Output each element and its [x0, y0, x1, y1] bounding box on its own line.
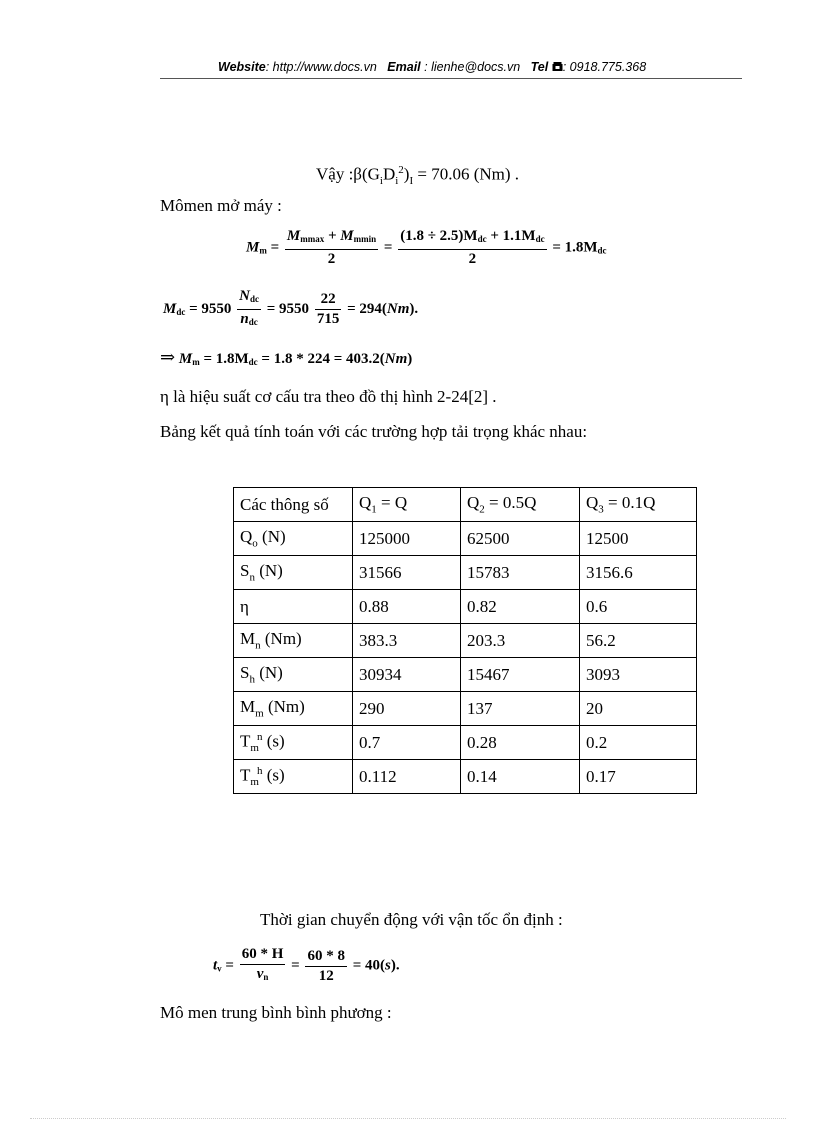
- param-symbol: T: [240, 765, 251, 785]
- value-cell: 3093: [580, 658, 697, 692]
- param-unit: (Nm): [263, 697, 305, 717]
- eq3-end: ): [407, 351, 413, 367]
- header-main: Các thông số: [240, 494, 329, 514]
- header-main: Q: [467, 493, 480, 513]
- eq3-sub-dc: dc: [248, 357, 258, 367]
- eq2-f2-den: 715: [316, 311, 340, 327]
- eq1-f2-den: 2: [468, 251, 477, 267]
- value-cell: 0.112: [353, 760, 461, 794]
- param-unit: (Nm): [260, 629, 302, 649]
- parameter-cell: [234, 692, 353, 726]
- parameter-cell: [234, 556, 353, 590]
- eq1-rhs: = 1.8M: [552, 239, 598, 256]
- param-unit: (N): [254, 663, 283, 683]
- eq3-a: M: [175, 351, 193, 367]
- param-sub: m: [255, 707, 264, 720]
- website-value: : http://www.docs.vn: [265, 60, 377, 74]
- eq2-lhs-sub: dc: [176, 306, 186, 317]
- website-label: Website: [218, 60, 266, 74]
- param-symbol: S: [240, 561, 250, 581]
- header-tail: = 0.1Q: [603, 493, 656, 513]
- table-row: [234, 658, 697, 692]
- value-cell: 137: [461, 692, 580, 726]
- eq1-lhs-sub: m: [259, 245, 267, 256]
- value-cell: 0.28: [461, 726, 580, 760]
- value-cell: 12500: [580, 522, 697, 556]
- value-cell: 0.88: [353, 590, 461, 624]
- param-unit: (N): [254, 561, 283, 581]
- param-sub: h: [249, 673, 255, 686]
- parameter-cell: [234, 760, 353, 794]
- eq1-f2-num-b: + 1.1M: [486, 228, 536, 244]
- param-unit: (N): [257, 527, 286, 547]
- header-main: Q: [586, 493, 599, 513]
- eq1-fraction-2: [398, 228, 546, 268]
- value-cell: 383.3: [353, 624, 461, 658]
- table-row: [234, 522, 697, 556]
- page-header: [160, 60, 742, 80]
- param-sub: n: [249, 571, 255, 584]
- value-cell: 0.2: [580, 726, 697, 760]
- value-cell: 203.3: [461, 624, 580, 658]
- param-unit: (s): [262, 765, 285, 785]
- eq4-f1-den-sub: n: [263, 972, 269, 982]
- parameter-cell: [234, 590, 353, 624]
- value-cell: 0.82: [461, 590, 580, 624]
- eq1-f2-sub2: dc: [535, 234, 545, 244]
- eq4-unit: s: [385, 957, 391, 974]
- header-tail: = 0.5Q: [484, 493, 537, 513]
- value-cell: 125000: [353, 522, 461, 556]
- value-cell: 3156.6: [580, 556, 697, 590]
- eq1-f2-sub1: dc: [477, 234, 487, 244]
- vay-sup: 2: [398, 164, 404, 176]
- vay-d: D: [382, 164, 396, 184]
- email-value: : lienhe@docs.vn: [424, 60, 521, 74]
- email-label: Email: [387, 60, 421, 74]
- value-cell: 290: [353, 692, 461, 726]
- vay-rest: = 70.06 (Nm) .: [413, 164, 520, 184]
- eq1-f1-den: 2: [327, 251, 336, 267]
- eq2-f1-den: n: [240, 311, 249, 327]
- vay-sub-i1: i: [379, 175, 383, 188]
- momen-title: Mômen mở máy :: [160, 196, 282, 215]
- eq2-c: = 294(: [347, 300, 387, 317]
- tel-value: : 0918.775.368: [562, 60, 647, 74]
- value-cell: 0.14: [461, 760, 580, 794]
- eq3-c: = 1.8 * 224 = 403.2(: [257, 351, 385, 367]
- eq3-sub-m: m: [192, 357, 200, 367]
- header-tail: = Q: [376, 493, 408, 513]
- eta-description: η là hiệu suất cơ cấu tra theo đồ thị hình 2-24[2] .: [160, 387, 497, 406]
- vay-prefix: Vậy :: [316, 164, 354, 184]
- vay-close: ): [403, 164, 410, 184]
- parameter-cell: [234, 624, 353, 658]
- eq4-f1-den: v: [256, 966, 264, 982]
- phone-icon: [552, 61, 563, 75]
- table-header-cell: [461, 488, 580, 522]
- table-row: [234, 556, 697, 590]
- param-symbol: T: [240, 731, 251, 751]
- eq2-f1-den-sub: dc: [248, 317, 258, 327]
- value-cell: 30934: [353, 658, 461, 692]
- eq4-fraction-2: [305, 948, 347, 985]
- eq2-f1-num-sub: dc: [250, 294, 259, 304]
- implies-arrow-icon: ⇒: [160, 347, 176, 367]
- parameter-cell: [234, 522, 353, 556]
- table-row: [234, 692, 697, 726]
- value-cell: 62500: [461, 522, 580, 556]
- eq1-eq2: =: [383, 239, 393, 256]
- param-sup: h: [256, 764, 263, 777]
- eq1-f2-num-a: (1.8 ÷ 2.5)M: [400, 228, 478, 244]
- param-sup: n: [256, 730, 263, 743]
- eq2-a: = 9550: [189, 300, 232, 317]
- eq3-b: = 1.8M: [199, 351, 249, 367]
- eq4-f1-num: 60 * H: [240, 946, 286, 965]
- value-cell: 56.2: [580, 624, 697, 658]
- table-row: [234, 590, 697, 624]
- equation-starting-torque: [246, 228, 607, 268]
- eq1-f1-sub2: mmin: [353, 234, 377, 244]
- vay-sub-i2: i: [395, 175, 399, 188]
- param-symbol: S: [240, 663, 250, 683]
- results-table: [233, 487, 697, 794]
- eq2-unit: Nm: [386, 300, 410, 317]
- eq4-lhs: t: [213, 957, 218, 974]
- value-cell: 31566: [353, 556, 461, 590]
- eq1-eq: =: [270, 239, 280, 256]
- table-row: [234, 624, 697, 658]
- param-symbol: Q: [240, 527, 253, 547]
- table-intro: Bảng kết quả tính toán với các trường hợp tải trọng khác nhau:: [160, 422, 588, 441]
- table-header-row: [234, 488, 697, 522]
- mean-square-title: Mô men trung bình bình phương :: [160, 1003, 392, 1022]
- eq2-f2-num: 22: [315, 291, 342, 310]
- value-cell: 0.17: [580, 760, 697, 794]
- eq1-fraction-1: [285, 228, 378, 268]
- eq2-f1-num: N: [239, 288, 250, 304]
- eq4-lhs-sub: v: [217, 963, 222, 974]
- tel-label: Tel: [530, 60, 549, 74]
- value-cell: 20: [580, 692, 697, 726]
- header-sub: 2: [479, 503, 485, 516]
- vay-beta: β(G: [353, 164, 380, 184]
- time-title: Thời gian chuyển động với vận tốc ổn định :: [260, 910, 563, 929]
- parameter-cell: [234, 726, 353, 760]
- table-header-cell: [580, 488, 697, 522]
- eq4-rhs: = 40(: [352, 957, 386, 974]
- param-symbol: M: [240, 697, 256, 717]
- table-header-cell: [353, 488, 461, 522]
- parameter-cell: [234, 658, 353, 692]
- header-main: Q: [359, 493, 372, 513]
- eq4-f2-den: 12: [318, 967, 334, 984]
- eq2-b: = 9550: [266, 300, 310, 317]
- equation-steady-time: [213, 946, 400, 986]
- param-symbol: η: [240, 596, 249, 616]
- eq3-unit: Nm: [384, 351, 408, 367]
- param-symbol: M: [240, 629, 256, 649]
- table-row: [234, 726, 697, 760]
- eq4-end: ).: [390, 957, 400, 974]
- eq1-f1-sub1: mmax: [300, 234, 325, 244]
- header-divider: [160, 78, 742, 79]
- value-cell: 0.7: [353, 726, 461, 760]
- eq1-lhs: M: [246, 239, 260, 256]
- eq2-lhs: M: [163, 300, 177, 317]
- equation-starting-torque-value: [160, 347, 412, 368]
- param-sub: m: [250, 742, 259, 755]
- param-sub: n: [255, 639, 261, 652]
- header-sub: 3: [598, 503, 604, 516]
- param-unit: (s): [262, 731, 285, 751]
- eq1-f1-num: M: [286, 228, 301, 244]
- vay-sub-I: I: [409, 175, 414, 188]
- eq1-f1-plus: + M: [324, 228, 354, 244]
- eq2-fraction-1: [237, 288, 261, 331]
- eq2-end: ).: [409, 300, 419, 317]
- eq2-fraction-2: [315, 291, 342, 328]
- eq4-f2-num: 60 * 8: [305, 948, 347, 967]
- page-bottom-border: [30, 1118, 786, 1119]
- table-row: [234, 760, 697, 794]
- eq4-eq2: =: [291, 957, 300, 974]
- value-cell: 0.6: [580, 590, 697, 624]
- table-header-cell: [234, 488, 353, 522]
- equation-rated-torque: [163, 288, 418, 331]
- vay-equation: [316, 160, 519, 191]
- eq4-fraction-1: [240, 946, 286, 986]
- eq4-eq: =: [225, 957, 234, 974]
- value-cell: 15467: [461, 658, 580, 692]
- eq1-rhs-sub: dc: [597, 245, 607, 256]
- param-sub: m: [250, 776, 259, 789]
- param-sub: o: [252, 537, 258, 550]
- value-cell: 15783: [461, 556, 580, 590]
- header-sub: 1: [371, 503, 377, 516]
